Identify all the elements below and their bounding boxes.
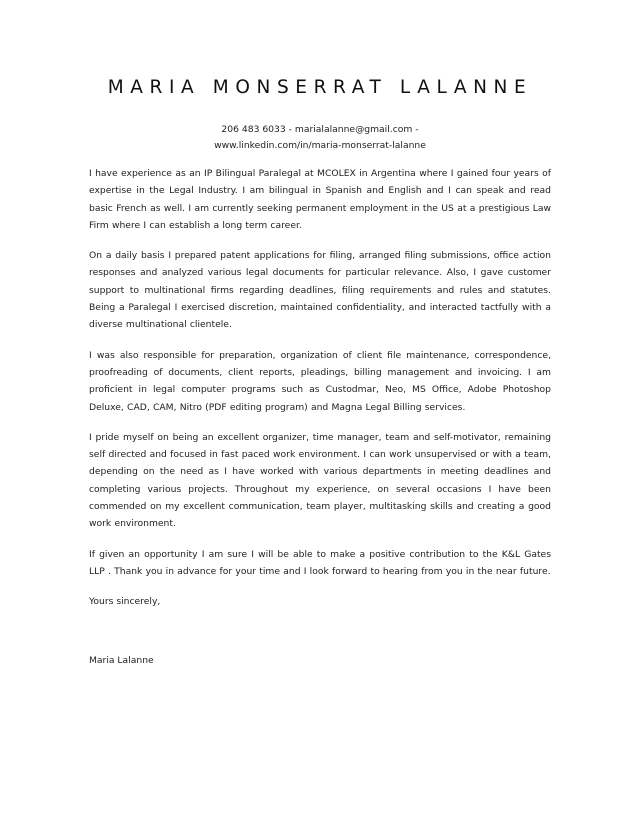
- paragraph-daily-duties: On a daily basis I prepared patent applications for filing, arranged filing submissions, office action responses and analyzed various legal documents for particular relevance. Also, I gave customer support to multinational firms regarding deadlines, filing requirements and rules and statutes. Being a Paralegal I exercised discretion, maintained confidentiality, and interacted tactfully with a diverse multinational clientele.: [89, 250, 551, 331]
- paragraph-qualities: I pride myself on being an excellent organizer, time manager, team and self-motivator, remaining self directed and focused in fast paced work environment. I can work unsupervised or with a team, depending on the need as I have worked with various departments in meeting deadlines and completing various projects. Throughout my experience, on several occasions I have been commended on my excellent communication, team player, multitasking skills and creating a good work environment.: [89, 431, 551, 530]
- closing-salutation: Yours sincerely,: [89, 596, 161, 608]
- paragraph-responsibilities: I was also responsible for preparation, organization of client file maintenance, correspondence, proofreading of documents, client reports, pleadings, billing management and invoicing. I am proficient in legal computer programs such as Custodmar, Neo, MS Office, Adobe Photoshop Deluxe, CAD, CAM, Nitro (PDF editing program) and Magna Legal Billing services.: [89, 349, 551, 413]
- applicant-name: MARIA MONSERRAT LALANNE: [107, 77, 533, 98]
- linkedin-url: www.linkedin.com/in/maria-monserrat-lalanne: [214, 139, 426, 151]
- paragraph-experience: I have experience as an IP Bilingual Paralegal at MCOLEX in Argentina where I gained four years of expertise in the Legal Industry. I am bilingual in Spanish and English and I can speak and read basic French as well. I am currently seeking permanent employment in the US at a prestigious Law Firm where I can establish a long term career.: [89, 168, 551, 231]
- letter-body: [89, 165, 551, 669]
- paragraph-conclusion: If given an opportunity I am sure I will be able to make a positive contribution to the K&L Gates LLP . Thank you in advance for your time and I look forward to hearing from you in the near future.: [89, 548, 551, 577]
- signature-name: Maria Lalanne: [89, 655, 154, 667]
- contact-block: [89, 122, 551, 153]
- contact-line: 206 483 6033 - marialalanne@gmail.com -: [221, 124, 419, 135]
